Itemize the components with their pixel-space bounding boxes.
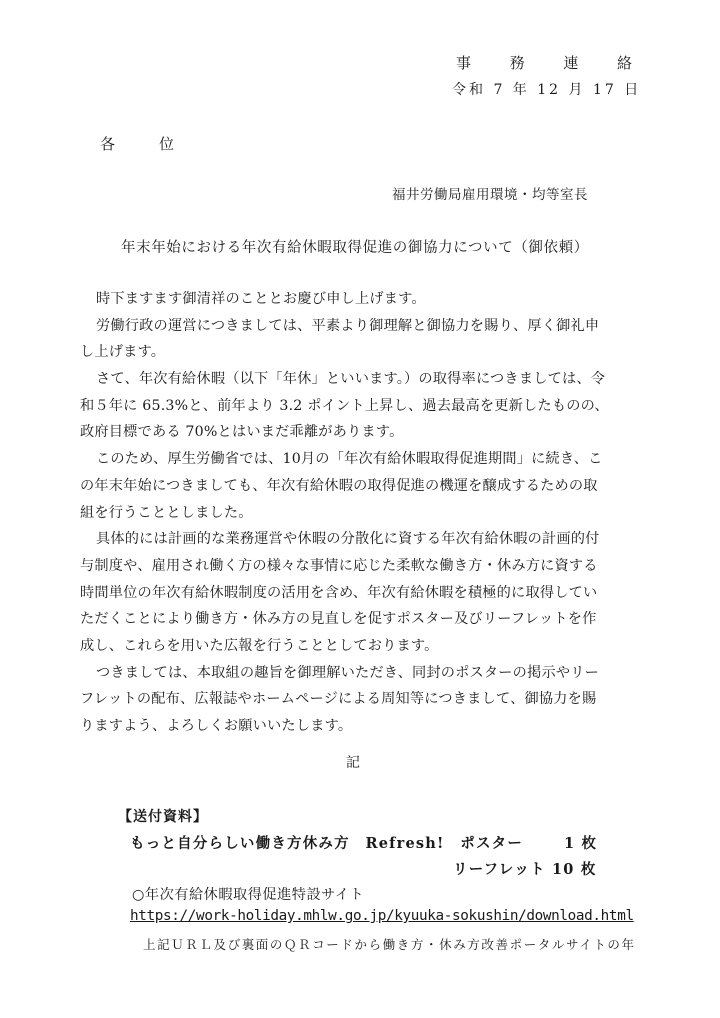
body-line: フレットの配布、広報誌やホームページによる周知等につきまして、御協力を賜 — [80, 691, 597, 708]
body-line: さて、年次有給休暇（以下「年休」といいます。）の取得率につきましては、令 — [96, 371, 606, 388]
doc-type-char: 事 — [456, 54, 472, 72]
body-line: の年末年始につきましても、年次有給休暇の取得促進の機運を醸成するための取 — [80, 477, 598, 494]
body-line: 和５年に 65.3%と、前年より 3.2 ポイント上昇し、過去最高を更新したものの、 — [80, 397, 609, 414]
body-line: このため、厚生労働省では、10月の「年次有給休暇取得促進期間」に続き、こ — [96, 451, 603, 468]
body-line: し上げます。 — [80, 344, 166, 361]
sender: 福井労働局雇用環境・均等室長 — [392, 187, 588, 203]
download-url-link[interactable]: https://work-holiday.mhlw.go.jp/kyuuka-sokushin/download.html — [130, 908, 634, 924]
enclosure-item-leaflet: リーフレット 10 枚 — [453, 861, 597, 878]
body-text — [80, 286, 640, 740]
body-line: 時下ますます御清祥のこととお慶び申し上げます。 — [96, 291, 426, 307]
body-line: りますよう、よろしくお願いいたします。 — [80, 718, 353, 734]
body-line: 成し、これらを用いた広報を行うこととしております。 — [80, 637, 439, 654]
doc-type-char: 務 — [509, 54, 525, 72]
document-date: 令和 7 年 12 月 17 日 — [452, 82, 642, 98]
doc-type-char: 連 — [563, 54, 579, 72]
body-line: つきましては、本取組の趣旨を御理解いただき、同封のポスターの掲示やリー — [96, 664, 599, 681]
ki-marker: 記 — [346, 755, 360, 771]
body-line: 組を行うこととしました。 — [80, 504, 253, 521]
special-site-label: ○年次有給休暇取得促進特設サイト — [132, 887, 365, 903]
document-title: 年末年始における年次有給休暇取得促進の御協力について（御依頼） — [121, 240, 589, 256]
doc-type-char: 絡 — [616, 54, 632, 72]
body-line: 労働行政の運営につきましては、平素より御理解と御協力を賜り、厚く御礼申 — [96, 317, 600, 334]
body-line: 政府目標である 70%とはいまだ乖離があります。 — [80, 424, 404, 441]
recipient: 各位 — [100, 135, 219, 153]
body-line: 具体的には計画的な業務運営や休暇の分散化に資する年次有給休暇の計画的付 — [96, 531, 600, 548]
document-type — [456, 52, 632, 73]
body-line: 時間単位の年次有給休暇制度の活用を含め、年次有給休暇を積極的に取得してい — [80, 584, 598, 601]
body-line: 与制度や、雇用され働く方の様々な事情に応じた柔軟な働き方・休み方に資する — [80, 557, 598, 574]
footnote: 上記ＵＲＬ及び裏面のＱＲコードから働き方・休み方改善ポータルサイトの年 — [143, 937, 636, 952]
enclosures-header: 【送付資料】 — [118, 809, 208, 825]
body-line: ただくことにより働き方・休み方の見直しを促すポスター及びリーフレットを作 — [80, 611, 597, 628]
enclosure-item-label: もっと自分らしい働き方休み方 Refresh! ポスター — [130, 835, 524, 852]
enclosure-item-poster — [130, 832, 598, 853]
enclosure-item-quantity: 1 枚 — [564, 835, 598, 852]
